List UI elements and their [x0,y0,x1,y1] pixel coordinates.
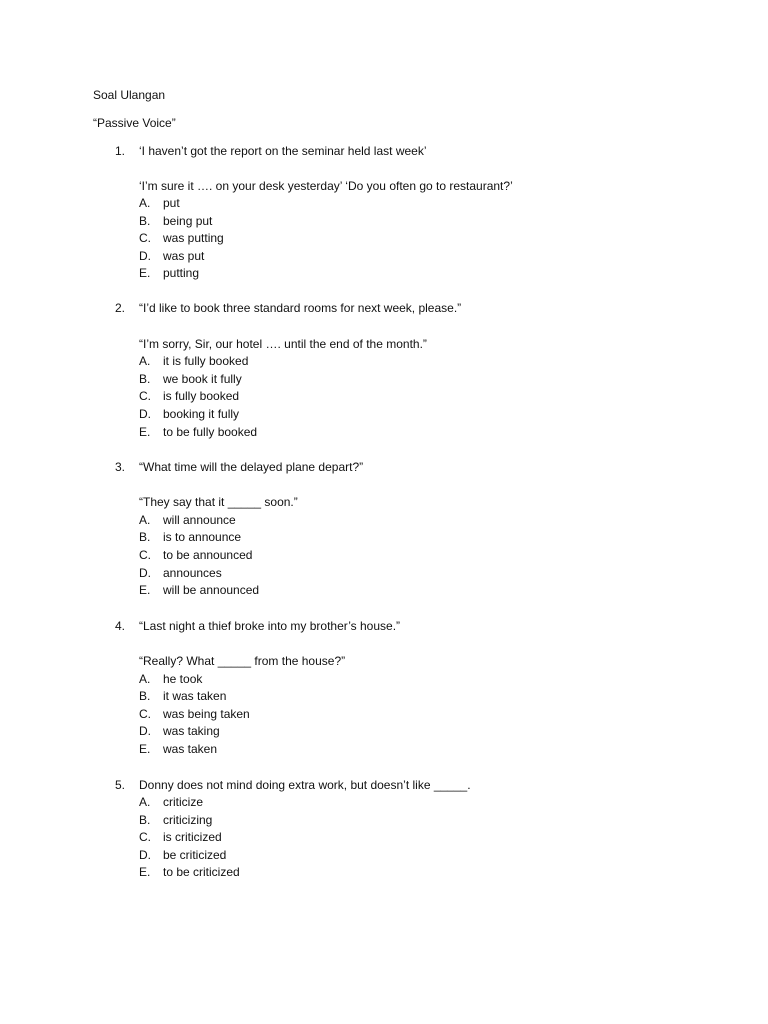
option-letter: A. [139,672,151,686]
question-prompt: “What time will the delayed plane depart?” [139,460,364,474]
page-title: Soal Ulangan [93,88,166,102]
option-letter: B. [139,530,151,544]
option-text: is criticized [163,830,222,844]
option-letter: E. [139,425,151,439]
option-text: to be criticized [163,865,240,879]
option-text: we book it fully [163,372,242,386]
option-text: criticizing [163,813,213,827]
option-letter: D. [139,848,151,862]
question-response: ‘I’m sure it …. on your desk yesterday’ ‘Do you often go to restaurant?’ [139,179,513,193]
option-letter: D. [139,566,151,580]
page-subtitle: “Passive Voice” [93,116,176,130]
option-text: will be announced [163,583,260,597]
option-letter: E. [139,266,151,280]
option-letter: C. [139,548,151,562]
option-letter: E. [139,583,151,597]
question-number: 5. [114,778,125,792]
question-prompt: Donny does not mind doing extra work, but doesn’t like _____. [139,778,471,792]
option-text: was taken [163,742,218,756]
option-letter: A. [139,196,151,210]
option-text: booking it fully [163,407,240,421]
option-letter: C. [139,830,151,844]
option-letter: C. [139,389,151,403]
option-text: putting [163,266,200,280]
option-letter: D. [139,249,151,263]
option-letter: B. [139,372,151,386]
option-text: it was taken [163,689,227,703]
question-response: “They say that it _____ soon.” [139,495,298,509]
option-text: announces [163,566,222,580]
option-letter: D. [139,407,151,421]
question-number: 4. [114,619,125,633]
option-letter: E. [139,865,151,879]
option-text: be criticized [163,848,227,862]
option-letter: A. [139,354,151,368]
option-text: was being taken [163,707,250,721]
question-number: 2. [114,301,125,315]
question-number: 3. [114,460,125,474]
option-letter: B. [139,689,151,703]
question-number: 1. [114,144,125,158]
option-letter: B. [139,214,151,228]
question-response: “I’m sorry, Sir, our hotel …. until the end of the month.” [139,337,427,351]
option-text: to be fully booked [163,425,258,439]
option-text: is fully booked [163,389,240,403]
question-prompt: “Last night a thief broke into my brother’s house.” [139,619,401,633]
option-text: will announce [163,513,236,527]
option-text: it is fully booked [163,354,249,368]
option-text: is to announce [163,530,242,544]
option-text: was put [163,249,205,263]
question-prompt: “I’d like to book three standard rooms for next week, please.” [139,301,462,315]
question-response: “Really? What _____ from the house?” [139,654,346,668]
option-text: criticize [163,795,204,809]
option-letter: B. [139,813,151,827]
option-letter: A. [139,513,151,527]
option-text: was taking [163,724,220,738]
question-prompt: ‘I haven’t got the report on the seminar held last week’ [139,144,427,158]
option-text: was putting [163,231,224,245]
option-text: put [163,196,180,210]
option-letter: A. [139,795,151,809]
option-letter: E. [139,742,151,756]
option-text: to be announced [163,548,253,562]
option-letter: C. [139,231,151,245]
option-text: being put [163,214,213,228]
option-letter: D. [139,724,151,738]
option-text: he took [163,672,203,686]
option-letter: C. [139,707,151,721]
